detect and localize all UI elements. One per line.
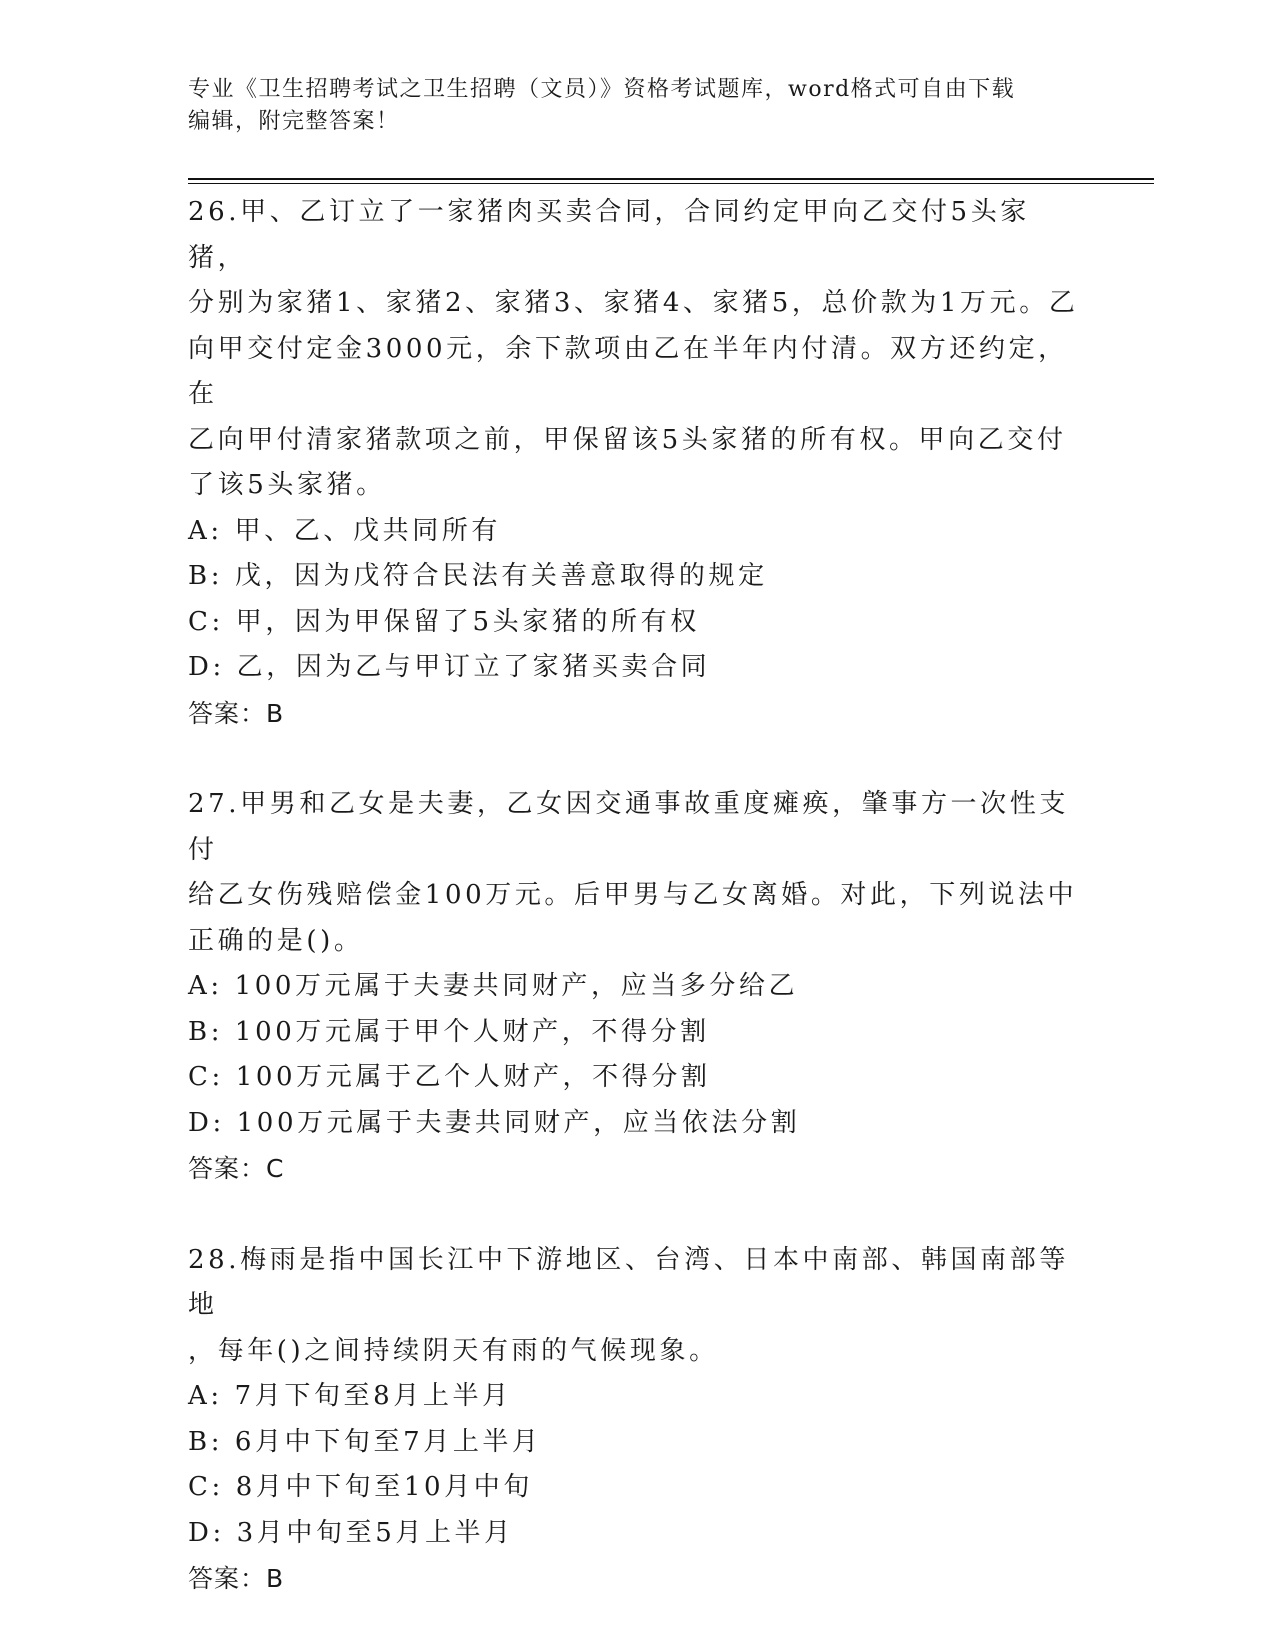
header-line-1: 专业《卫生招聘考试之卫生招聘（文员）》资格考试题库，word格式可自由下载: [188, 77, 1016, 102]
document-header: [188, 74, 1088, 138]
option-a: A: 7月下旬至8月上半月: [188, 1381, 512, 1411]
question-28: [188, 1238, 1088, 1602]
header-line-2: 编辑，附完整答案！: [188, 109, 400, 134]
question-stem: 26.甲、乙订立了一家猪肉买卖合同，合同约定甲向乙交付5头家猪， 分别为家猪1、家猪2、家猪3、家猪4、家猪5，总价款为1万元。乙 向甲交付定金3000元，余下款项由乙在半年内付清。双方还约定，在 乙向甲付清家猪款项之前，甲保留该5头家猪的所有权。甲向乙交付 了该5头家猪。: [188, 197, 1079, 500]
option-d: D: 乙，因为乙与甲订立了家猪买卖合同: [188, 652, 711, 682]
option-d: D: 3月中旬至5月上半月: [188, 1517, 514, 1548]
question-26: [188, 190, 1088, 736]
answer-label: 答案：B: [188, 698, 285, 728]
question-stem: 27.甲男和乙女是夫妻，乙女因交通事故重度瘫痪，肇事方一次性支付 给乙女伤残赔偿金100万元。后甲男与乙女离婚。对此，下列说法中 正确的是()。: [188, 789, 1078, 956]
answer-label: 答案：C: [188, 1154, 285, 1183]
option-c: C: 8月中下旬至10月中旬: [188, 1472, 533, 1502]
header-divider-thin: [188, 183, 1154, 184]
option-d: D: 100万元属于夫妻共同财产，应当依法分割: [188, 1107, 801, 1138]
option-a: A: 甲、乙、戊共同所有: [188, 515, 502, 546]
option-b: B: 100万元属于甲个人财产，不得分割: [188, 1016, 710, 1047]
option-a: A: 100万元属于夫妻共同财产，应当多分给乙: [188, 971, 799, 1001]
answer-label: 答案：B: [188, 1564, 285, 1593]
option-c: C: 100万元属于乙个人财产，不得分割: [188, 1062, 711, 1092]
header-divider-thick: [188, 178, 1154, 180]
question-27: [188, 782, 1088, 1192]
question-list: [188, 190, 1088, 1602]
option-b: B: 6月中下旬至7月上半月: [188, 1426, 542, 1457]
question-stem: 28.梅雨是指中国长江中下游地区、台湾、日本中南部、韩国南部等地 ，每年()之间持续阴天有雨的气候现象。: [188, 1244, 1069, 1366]
option-c: C: 甲，因为甲保留了5头家猪的所有权: [188, 606, 700, 637]
option-b: B: 戊，因为戊符合民法有关善意取得的规定: [188, 561, 768, 591]
